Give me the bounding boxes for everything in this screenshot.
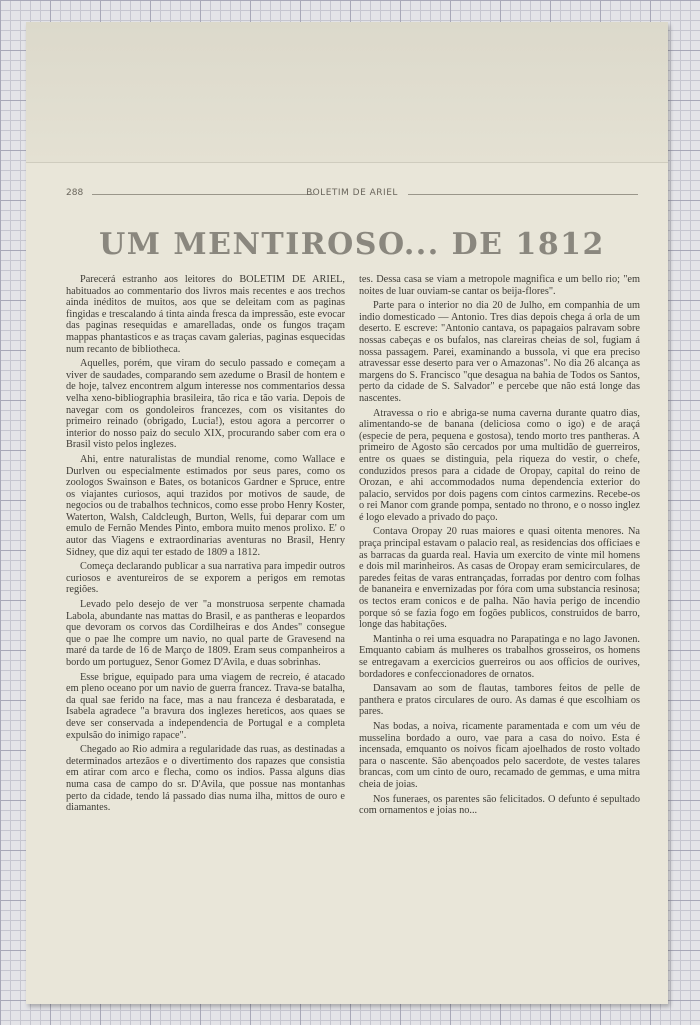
running-title: BOLETIM DE ARIEL: [306, 188, 398, 198]
paragraph: Atravessa o rio e abriga-se numa caverna durante quatro dias, alimentando-se de banana (deliciosa como o igo) e de araçá (especie de pera, pequena e gostosa), tendo morto tres pantheras. A primeiro de Agosto são cercados por uma multidão de guerreiros, entre os quaes se distinguia, pela riqueza do vestir, o chefe, conduzidos presos para a cidade de Oropay, capital do reino de Orozan, e ahi accommodados numa dependencia exterior do palacio, servidos por dois pagens com cintos carmezins. Recebe-os o rei Manor com grande pompa, sentado no throno, e o nosso inglez é logo elevado a privado do paço.: [359, 407, 640, 523]
right-column: [359, 274, 640, 964]
paragraph: Nas bodas, a noiva, ricamente paramentada e com um véu de musselina bordado a ouro, vae para a casa do noivo. Esta é incensada, emquanto os noivos ficam ajoelhados de rosto voltado para o nascente. São abençoados pelo sacerdote, de vestes talares brancas, com um cinto de ouro, recamado de gemmas, e uma mitra cheia de joias.: [359, 720, 640, 790]
paragraph: Começa declarando publicar a sua narrativa para impedir outros curiosos e aventureiros de se exporem a perigos em remotas regiões.: [66, 561, 345, 596]
left-column: [66, 274, 345, 964]
paragraph: Aquelles, porém, que viram do seculo passado e começam a viver de saudades, comparando sem azedume o Brasil de hontem e de hoje, talvez encontrem algum interesse nos commentarios dessa velha xeno-bibliographia brasileira, tão rica e tão varia. Depois de navegar com os gondoleiros francezes, com os visitantes do primeiro reinado (obrigado, Lucia!), estou agora a percorrer o interior do nosso paiz do seculo XIX, procurando saber com era o Brasil visto pelos inglezes.: [66, 358, 345, 451]
article-title: UM MENTIROSO... DE 1812: [99, 227, 605, 262]
faded-bottom: [359, 904, 640, 964]
paragraph: Esse brigue, equipado para uma viagem de recreio, é atacado em pleno oceano por um navio de guerra francez. Trava-se batalha, da qual sae ferido na face, mas a nau franceza é desbaratada, e Isabela agradece "a bravura dos inglezes hereticos, aos quaes se deve ser conservada a independencia de Portugal e a completa expulsão do inimigo rapace".: [66, 671, 345, 741]
paragraph: Dansavam ao som de flautas, tambores feitos de pelle de panthera e pratos circulares de ouro. As damas é que escolhiam os pares.: [359, 683, 640, 718]
document-page: [26, 22, 668, 1004]
faded-bottom: [66, 904, 345, 964]
header-rule-right: [408, 194, 638, 195]
running-header: [66, 188, 638, 202]
folded-top-margin: [26, 22, 668, 163]
paragraph: Contava Oropay 20 ruas maiores e quasi oitenta menores. Na praça principal estavam o palacio real, as residencias dos officiaes e as barracas da guarda real. Havia um exercito de vinte mil homens e dois mil marinheiros. As casas de Oropay eram semicirculares, de paredes feitas de varas entrançadas, forradas por dentro com folhas de bananeira e envernizadas por fóra com uma substancia resinosa; os tectos eram conicos e de palha. Não havia perigo de incendio porque só se fazia fogo em fogões publicos, construidos de barro, longe das habitações.: [359, 526, 640, 631]
page-number: 288: [66, 188, 84, 198]
paragraph: tes. Dessa casa se viam a metropole magnifica e um bello rio; "em noites de luar ouviam-se cantar os beija-flores".: [359, 274, 640, 297]
paragraph: Chegado ao Rio admira a regularidade das ruas, as destinadas a determinados artezãos e o divertimento dos rapazes que consistia em atirar com arco e flecha, como os indios. Passa alguns dias numa casa de campo do sr. D'Avila, que possue nas montanhas perto da cidade, tendo lá passado dias numa ilha, mittos de ouro e diamantes.: [66, 744, 345, 814]
paragraph: Levado pelo desejo de ver "a monstruosa serpente chamada Labola, abundante nas mattas do Brasil, e as pantheras e leopardos que devoram os corvos das Cordilheiras e dos Andes" consegue que o pae lhe compre um navio, no qual parte de Gravesend na maré da tarde de 16 de Março de 1809. Eram seus companheiros a bordo um portuguez, Senor Gomez D'Avila, e duas sobrinhas.: [66, 599, 345, 668]
paragraph: Nos funeraes, os parentes são felicitados. O defunto é sepultado com ornamentos e joias no...: [359, 793, 640, 817]
paragraph: Parte para o interior no dia 20 de Julho, em companhia de um indio domesticado — Antonio. Tres dias depois chega á orla de um deserto. E escreve: "Antonio cantava, os papagaios palravam sobre nossas cabeças e os bufalos, nas clareiras cheias de sol, fugiam á nossa passagem. Parei, examinando a bussola, vi que era preciso atravessar esse deserto para ver o Amazonas". No dia 26 alcança as margens do S. Francisco "que desagua na bahia de Todos os Santos, perto da cidade de S. Salvador" e percebe que não está longe das nascentes.: [359, 300, 640, 404]
paragraph: Mantinha o rei uma esquadra no Parapatinga e no lago Javonen. Emquanto cabiam ás mulheres os trabalhos grosseiros, os homens se entregavam a exercicios guerreiros ou aos officios de ourives, bordadores e confeccionadores de ornatos.: [359, 633, 640, 680]
paragraph: Ahi, entre naturalistas de mundial renome, como Wallace e Durlven ou especialmente estimados por seus pares, como os zoologos Swainson e Bates, os botanicos Gardner e Spruce, entre os viajantes curiosos, aqui trazidos por motivos de saude, de negocios ou de trabalhos technicos, como esse probo Henry Koster, Waterton, Walsh, Caldcleugh, Burton, Wells, fui deparar com um emulo de Fernão Mendes Pinto, embora muito menos prolixo. E' o autor das Viagens e extraordinarias aventuras no Brasil, Henry Sidney, que diz aqui ter estado de 1809 a 1812.: [66, 453, 345, 558]
paragraph: Parecerá estranho aos leitores do BOLETIM DE ARIEL, habituados ao commentario dos livros mais recentes e aos trechos ainda inéditos de muitos, aos que se deleitam com as paginas fingidas e trescalando á tinta ainda fresca da impressão, este evocar das paginas resequidas e amarelladas, onde os fungos traçam mappas phantasticos e as traças cavam galerias, paginas esquecidas num recanto de bibliotheca.: [66, 274, 345, 355]
